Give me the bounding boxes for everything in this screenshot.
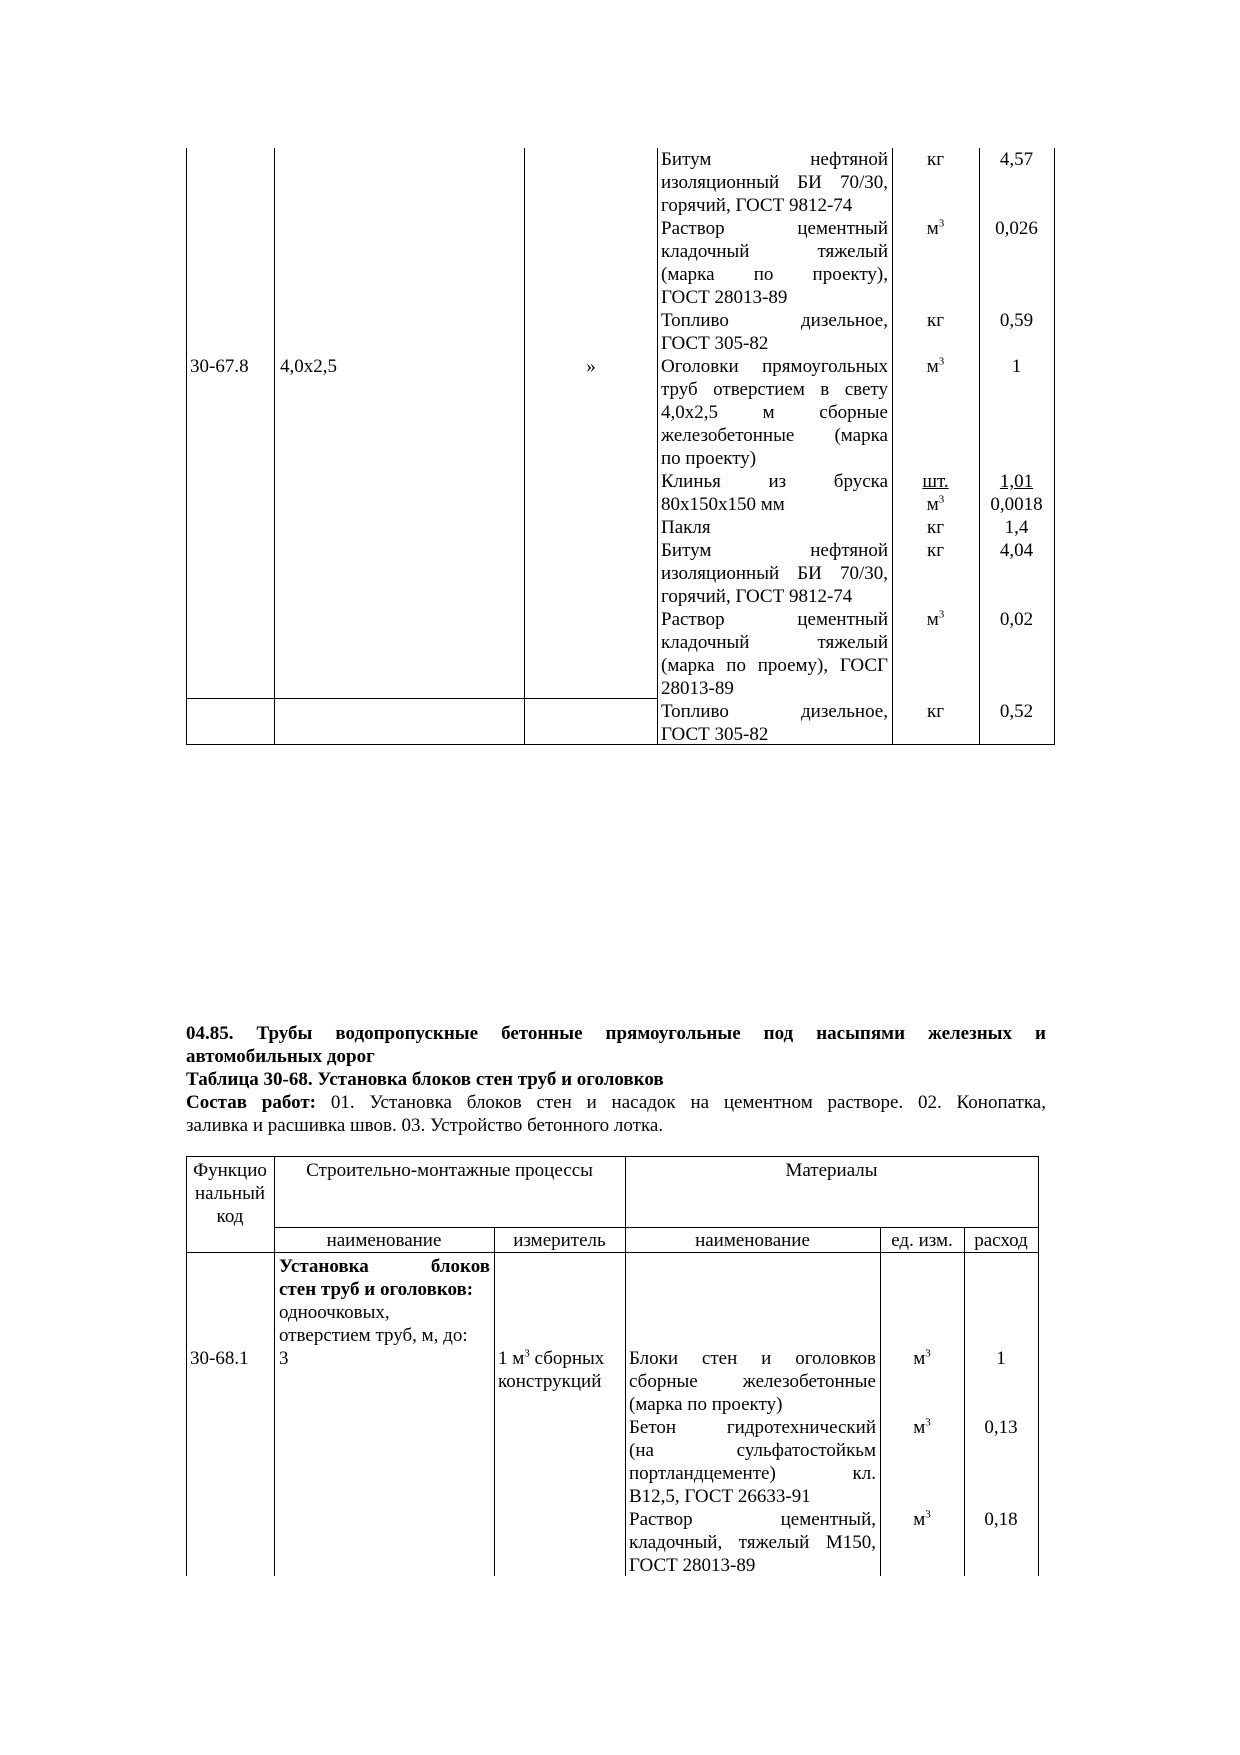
table2-materials <box>629 1347 876 1577</box>
table2-subheader-rate: расход <box>974 1230 1028 1251</box>
table1-name: 4,0х2,5 <box>280 356 337 377</box>
table2-header-code: Функцио нальный код <box>193 1160 267 1227</box>
table1-material: Битум нефтяной изоляционный БИ 70/30, горячий, ГОСТ 9812-74 <box>661 540 888 607</box>
table1-values: 4,57 0,026 0,59 1 1,01 0,0018 1,4 4,04 0,02 0,52 <box>990 149 1043 722</box>
table1-units: кг $м^3$ кг $м^3$ шт. $м^3$ кг кг $м^3$ кг <box>922 149 949 722</box>
table2-subheader-unit: ед. изм. <box>891 1230 953 1251</box>
section-heading <box>186 1022 1046 1137</box>
table2-units: $м^3$ $м^3$ $м^3$ <box>913 1347 931 1530</box>
table2-rates: 1 0,13 0,18 <box>984 1348 1018 1530</box>
table2-divider <box>625 1156 626 1576</box>
section-heading-line1: 04.85. Трубы водопропускные бетонные прямоугольные под насыпями железных и <box>186 1023 1046 1044</box>
table2-header-divider <box>274 1227 1039 1228</box>
table1-measure: » <box>586 356 596 377</box>
table2-row-measure: 1 $м^3$ сборных конструкций <box>498 1347 605 1392</box>
table2-material: Блоки стен и оголовков сборные железобетонные (марка по проекту) <box>629 1348 876 1415</box>
table2-material: Раствор цементный, кладочный, тяжелый М150, ГОСТ 28013-89 <box>629 1509 876 1576</box>
table2-header-processes: Строительно-монтажные процессы <box>306 1160 593 1181</box>
table1-material: Топливо дизельное, ГОСТ 305-82 <box>661 310 888 354</box>
table2-divider <box>494 1227 495 1576</box>
table1-material: Битум нефтяной изоляционный БИ 70/30, горячий, ГОСТ 9812-74 <box>661 149 888 216</box>
table1-border-right <box>1054 148 1055 745</box>
table2-subheader-measure: измеритель <box>513 1230 606 1251</box>
table1-border-left <box>186 148 187 745</box>
section-heading-line2: автомобильных дорог <box>186 1046 375 1067</box>
table1-divider <box>274 148 275 745</box>
table1-material: Пакля <box>661 517 711 538</box>
table2-subheader-name: наименование <box>326 1230 442 1251</box>
table1-row-line <box>524 698 658 699</box>
table2-border-right <box>1038 1156 1039 1576</box>
table1-row-line <box>186 698 275 699</box>
table2-header-bottom <box>186 1252 1039 1253</box>
table-title: Таблица 30-68. Установка блоков стен труб и оголовков <box>186 1069 664 1090</box>
table1-material: Раствор цементный кладочный тяжелый (марка по проему), ГОСГ 28013-89 <box>661 609 888 699</box>
table2-row-name: Установка блоков стен труб и оголовков: одноочковых, отверстием труб, м, до: 3 <box>279 1256 490 1369</box>
table1-code: 30-67.8 <box>190 356 249 377</box>
table1-row-line <box>274 698 525 699</box>
composition-line2: заливка и расшивка швов. 03. Устройство бетонного лотка. <box>186 1115 664 1136</box>
table2-row-code: 30-68.1 <box>190 1348 249 1369</box>
table1-materials <box>661 148 888 746</box>
table1-divider <box>524 148 525 745</box>
table1-divider <box>657 148 658 745</box>
table1-material: Оголовки прямоугольных труб отверстием в свету 4,0х2,5 м сборные железобетонные (марка по проекту) <box>661 356 888 469</box>
table1-material: Раствор цементный кладочный тяжелый (марка по проекту), ГОСТ 28013-89 <box>661 218 888 308</box>
table2-border-top <box>186 1156 1039 1157</box>
table2-header-materials: Материалы <box>785 1160 878 1181</box>
table1-material: Топливо дизельное, ГОСТ 305-82 <box>661 701 888 745</box>
composition-line1: Состав работ: 01. Установка блоков стен и насадок на цементном растворе. 02. Конопатка, <box>186 1092 1046 1113</box>
table1-material: Клинья из бруска 80x150x150 мм <box>661 471 888 515</box>
table2-divider <box>274 1156 275 1576</box>
table2-material: Бетон гидротехнический (на сульфатостойкьм портландцементе) кл. В12,5, ГОСТ 26633-91 <box>629 1417 876 1507</box>
table2-subheader-material-name: наименование <box>695 1230 810 1251</box>
